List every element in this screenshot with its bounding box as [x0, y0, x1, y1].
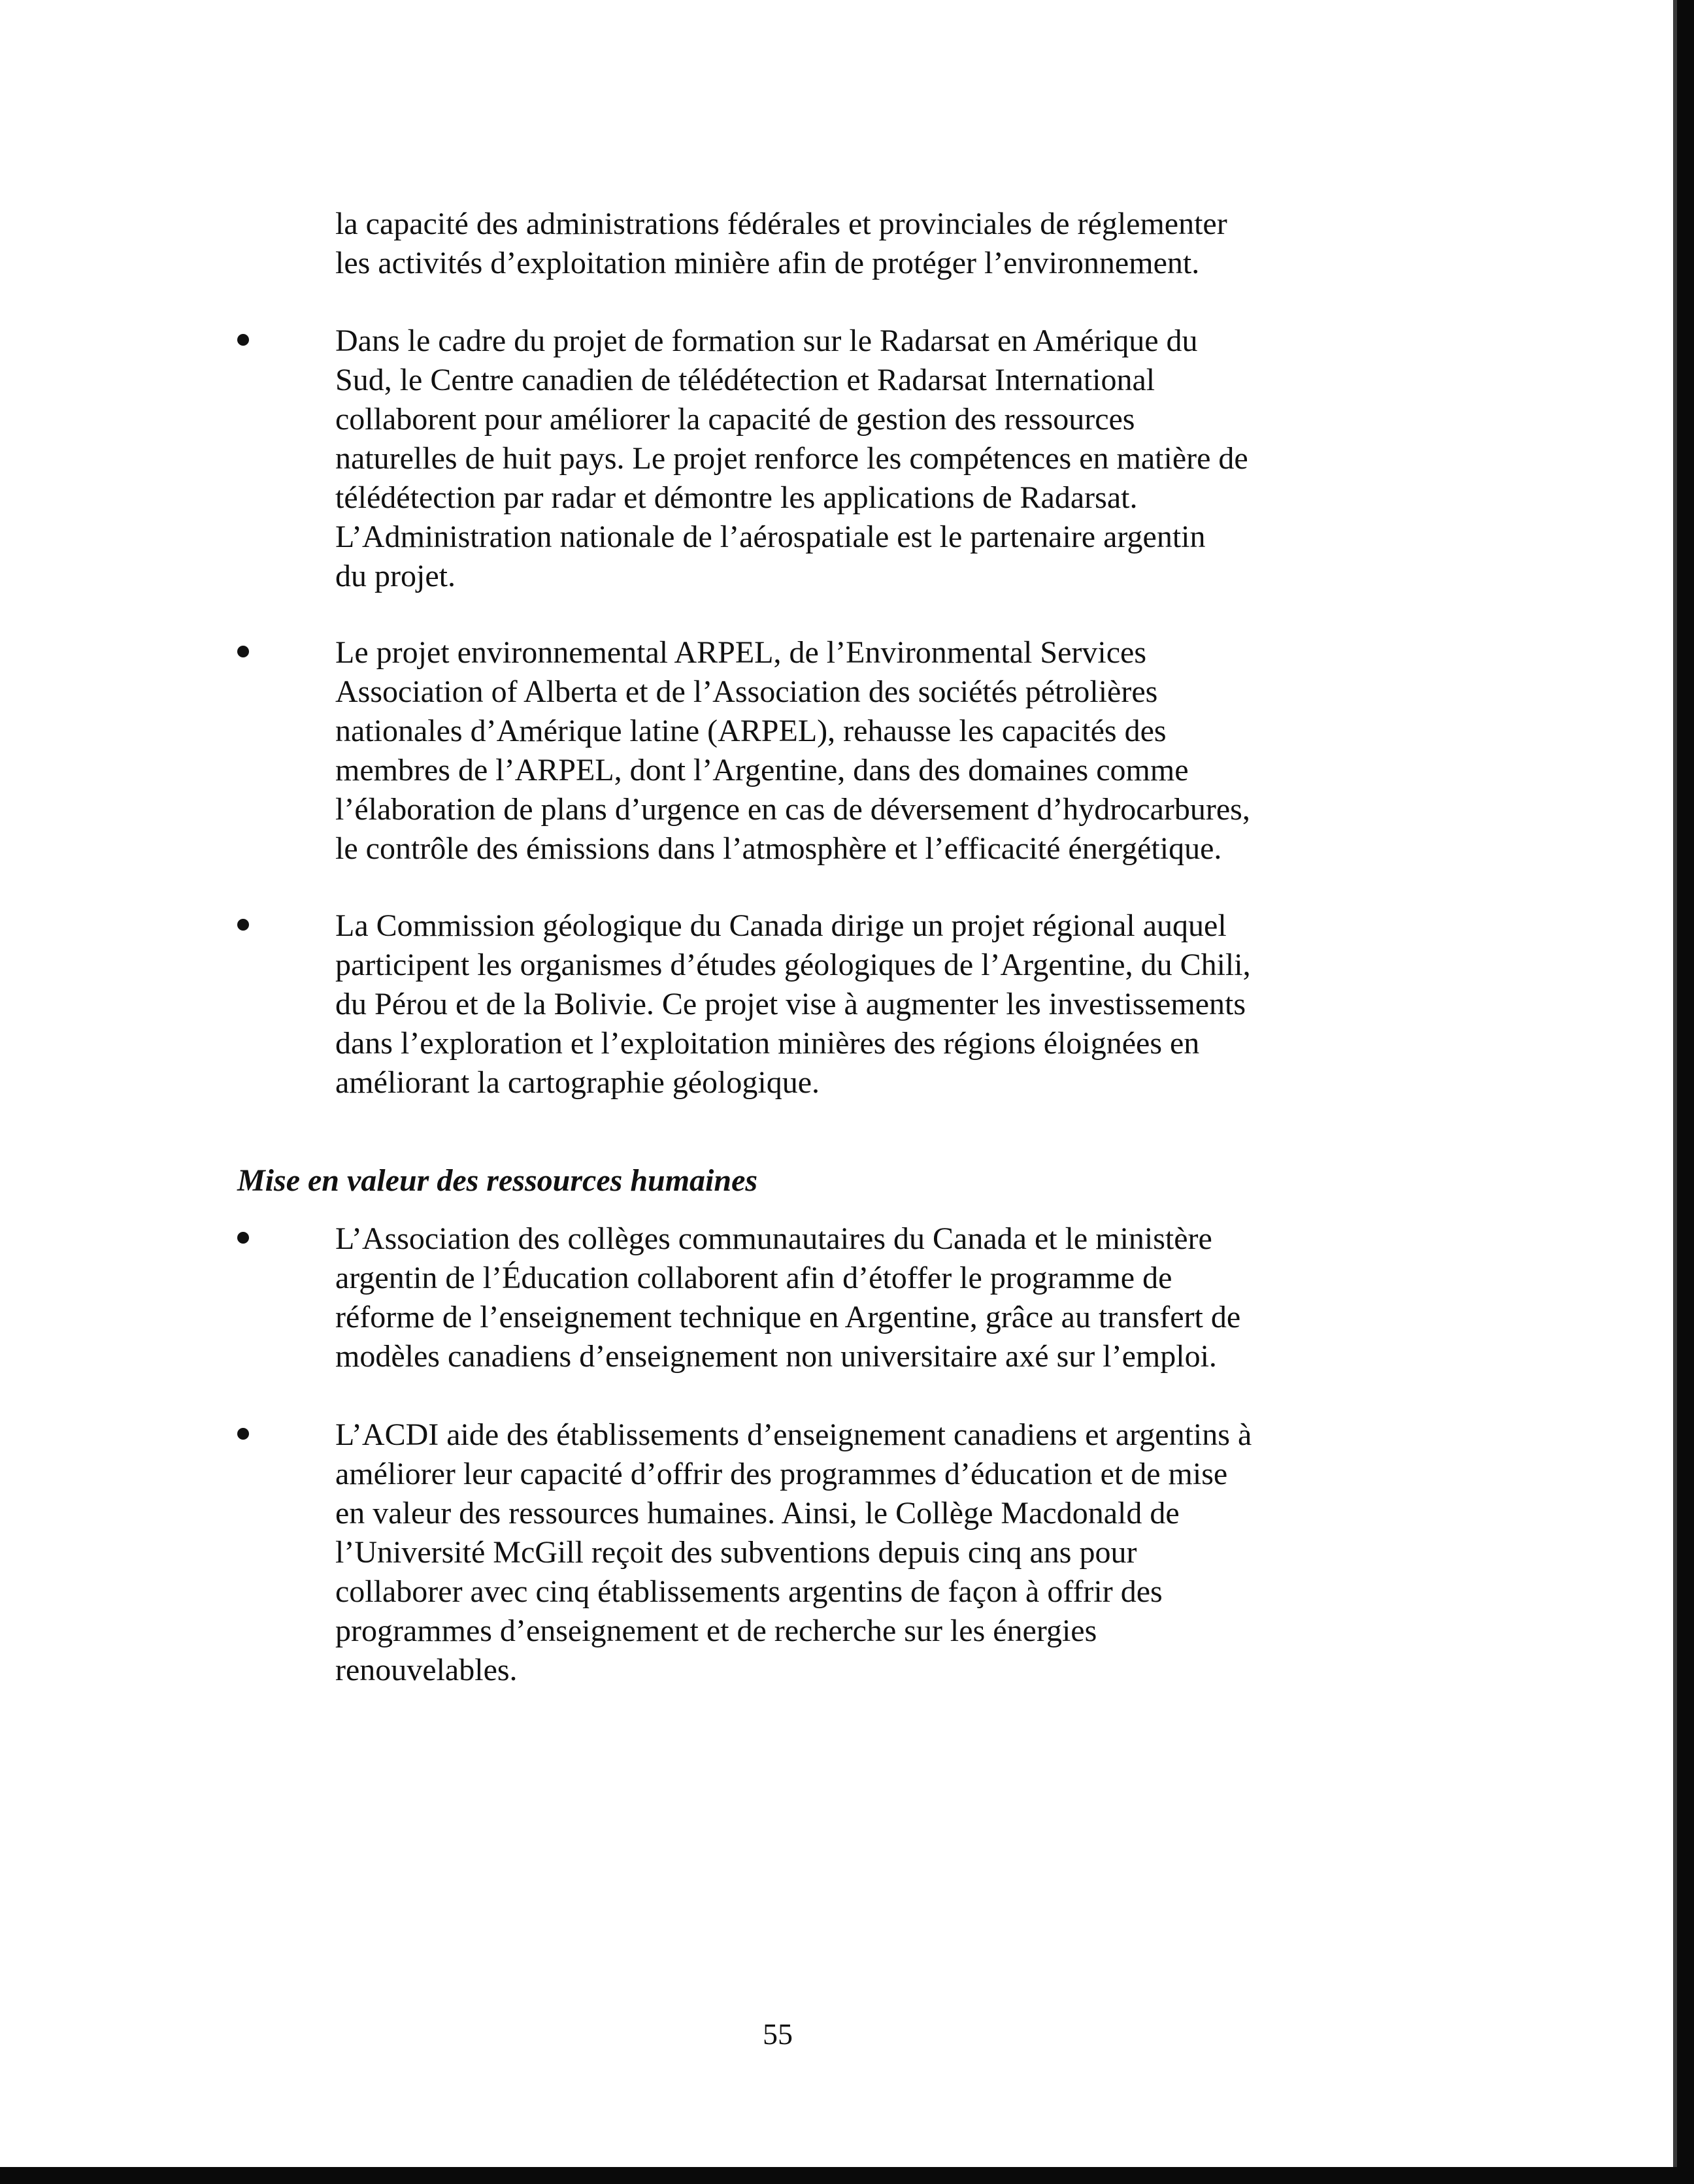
text-line: nationales d’Amérique latine (ARPEL), rehausse les capacités des [335, 714, 1167, 748]
text-line: l’Université McGill reçoit des subventions depuis cinq ans pour [335, 1535, 1137, 1570]
text-line: réforme de l’enseignement technique en Argentine, grâce au transfert de [335, 1300, 1241, 1334]
bullet-icon [237, 334, 249, 346]
bullet-item-arpel [335, 633, 1355, 869]
text-line: Association of Alberta et de l’Association des sociétés pétrolières [335, 674, 1158, 709]
text-line: Sud, le Centre canadien de télédétection et Radarsat International [335, 363, 1155, 397]
text-line: améliorant la cartographie géologique. [335, 1065, 820, 1100]
section-heading: Mise en valeur des ressources humaines [237, 1163, 758, 1198]
text-line: télédétection par radar et démontre les applications de Radarsat. [335, 480, 1138, 515]
text-line: modèles canadiens d’enseignement non universitaire axé sur l’emploi. [335, 1339, 1217, 1374]
text-line: L’Association des collèges communautaires du Canada et le ministère [335, 1221, 1212, 1256]
text-line: la capacité des administrations fédérales et provinciales de réglementer [335, 207, 1227, 241]
text-line: L’ACDI aide des établissements d’enseignement canadiens et argentins à [335, 1417, 1252, 1452]
text-line: membres de l’ARPEL, dont l’Argentine, dans des domaines comme [335, 753, 1189, 787]
bullet-icon [237, 919, 249, 931]
text-line: dans l’exploration et l’exploitation minières des régions éloignées en [335, 1026, 1200, 1061]
text-line: L’Administration nationale de l’aérospatiale est le partenaire argentin [335, 520, 1206, 554]
bullet-item-acdi [335, 1415, 1355, 1690]
bullet-item-colleges [335, 1219, 1355, 1376]
text-line: La Commission géologique du Canada dirige un projet régional auquel [335, 908, 1227, 943]
text-line: collaborer avec cinq établissements argentins de façon à offrir des [335, 1574, 1163, 1609]
text-line: naturelles de huit pays. Le projet renforce les compétences en matière de [335, 441, 1248, 476]
intro-paragraph [335, 205, 1355, 283]
text-line: du projet. [335, 559, 456, 593]
text-line: argentin de l’Éducation collaborent afin d’étoffer le programme de [335, 1261, 1172, 1295]
bullet-icon [237, 1232, 249, 1244]
text-line: le contrôle des émissions dans l’atmosphère et l’efficacité énergétique. [335, 831, 1222, 866]
text-line: renouvelables. [335, 1653, 518, 1687]
text-line: l’élaboration de plans d’urgence en cas de déversement d’hydrocarbures, [335, 792, 1250, 827]
text-line: du Pérou et de la Bolivie. Ce projet vise à augmenter les investissements [335, 987, 1246, 1021]
page-number: 55 [763, 2017, 793, 2051]
text-line: programmes d’enseignement et de recherche sur les énergies [335, 1613, 1097, 1648]
text-line: Le projet environnemental ARPEL, de l’Environmental Services [335, 635, 1146, 670]
bullet-icon [237, 1428, 249, 1440]
text-line: collaborent pour améliorer la capacité de gestion des ressources [335, 402, 1135, 437]
text-line: en valeur des ressources humaines. Ainsi, le Collège Macdonald de [335, 1496, 1180, 1530]
text-line: Dans le cadre du projet de formation sur le Radarsat en Amérique du [335, 323, 1198, 358]
text-line: les activités d’exploitation minière afin de protéger l’environnement. [335, 246, 1200, 280]
bullet-icon [237, 646, 249, 657]
bullet-item-commission-geologique [335, 906, 1355, 1102]
bullet-item-radarsat [335, 322, 1355, 596]
text-line: participent les organismes d’études géologiques de l’Argentine, du Chili, [335, 948, 1251, 982]
text-line: améliorer leur capacité d’offrir des programmes d’éducation et de mise [335, 1457, 1228, 1491]
